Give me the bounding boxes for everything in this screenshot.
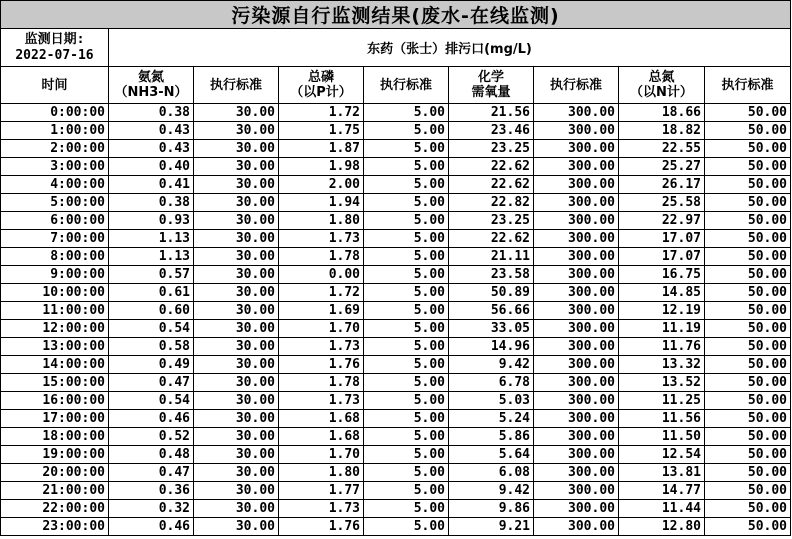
column-header-row: [1, 67, 791, 104]
nitrogen-standard-cell: 50.00: [705, 446, 791, 464]
nitrogen-standard-cell: 50.00: [705, 518, 791, 536]
header-line: 氨氮: [137, 70, 164, 85]
ammonia-standard-cell: 30.00: [194, 248, 279, 266]
cod-cell: 22.62: [449, 230, 534, 248]
cod-standard-cell: 300.00: [534, 140, 619, 158]
header-nitrogen-standard: [705, 67, 791, 104]
cod-cell: 23.25: [449, 140, 534, 158]
cod-cell: 5.64: [449, 446, 534, 464]
phosphorus-standard-cell: 5.00: [364, 446, 449, 464]
cod-standard-cell: 300.00: [534, 104, 619, 122]
ammonia-cell: 0.52: [109, 428, 194, 446]
nitrogen-standard-cell: 50.00: [705, 374, 791, 392]
table-row: [1, 428, 791, 446]
table-row: [1, 356, 791, 374]
ammonia-cell: 0.54: [109, 392, 194, 410]
cod-standard-cell: 300.00: [534, 266, 619, 284]
meta-row: [1, 29, 791, 67]
header-phosphorus-standard: [364, 67, 449, 104]
phosphorus-cell: 1.76: [279, 356, 364, 374]
header-total-phosphorus: [279, 67, 364, 104]
nitrogen-standard-cell: 50.00: [705, 410, 791, 428]
table-row: [1, 500, 791, 518]
cod-cell: 56.66: [449, 302, 534, 320]
cod-standard-cell: 300.00: [534, 158, 619, 176]
cod-standard-cell: 300.00: [534, 230, 619, 248]
nitrogen-cell: 16.75: [619, 266, 705, 284]
ammonia-cell: 0.61: [109, 284, 194, 302]
phosphorus-cell: 1.73: [279, 230, 364, 248]
ammonia-cell: 0.46: [109, 518, 194, 536]
nitrogen-standard-cell: 50.00: [705, 320, 791, 338]
nitrogen-cell: 12.80: [619, 518, 705, 536]
phosphorus-cell: 1.87: [279, 140, 364, 158]
phosphorus-standard-cell: 5.00: [364, 212, 449, 230]
nitrogen-standard-cell: 50.00: [705, 464, 791, 482]
nitrogen-standard-cell: 50.00: [705, 392, 791, 410]
phosphorus-standard-cell: 5.00: [364, 464, 449, 482]
ammonia-cell: 0.58: [109, 338, 194, 356]
nitrogen-standard-cell: 50.00: [705, 212, 791, 230]
ammonia-cell: 0.54: [109, 320, 194, 338]
cod-standard-cell: 300.00: [534, 374, 619, 392]
phosphorus-cell: 1.72: [279, 104, 364, 122]
cod-cell: 5.86: [449, 428, 534, 446]
cod-cell: 21.56: [449, 104, 534, 122]
ammonia-standard-cell: 30.00: [194, 356, 279, 374]
ammonia-standard-cell: 30.00: [194, 158, 279, 176]
nitrogen-standard-cell: 50.00: [705, 194, 791, 212]
phosphorus-standard-cell: 5.00: [364, 374, 449, 392]
time-cell: 2:00:00: [1, 140, 109, 158]
header-line: 化学: [477, 70, 504, 85]
ammonia-standard-cell: 30.00: [194, 140, 279, 158]
time-cell: 17:00:00: [1, 410, 109, 428]
time-cell: 7:00:00: [1, 230, 109, 248]
nitrogen-standard-cell: 50.00: [705, 338, 791, 356]
cod-cell: 23.58: [449, 266, 534, 284]
nitrogen-cell: 14.85: [619, 284, 705, 302]
table-row: [1, 140, 791, 158]
header-total-nitrogen: [619, 67, 705, 104]
ammonia-standard-cell: 30.00: [194, 392, 279, 410]
ammonia-cell: 0.49: [109, 356, 194, 374]
ammonia-standard-cell: 30.00: [194, 302, 279, 320]
ammonia-standard-cell: 30.00: [194, 266, 279, 284]
ammonia-cell: 0.38: [109, 104, 194, 122]
phosphorus-standard-cell: 5.00: [364, 518, 449, 536]
nitrogen-cell: 11.56: [619, 410, 705, 428]
ammonia-cell: 0.48: [109, 446, 194, 464]
nitrogen-standard-cell: 50.00: [705, 302, 791, 320]
table-row: [1, 482, 791, 500]
cod-cell: 9.21: [449, 518, 534, 536]
nitrogen-cell: 12.19: [619, 302, 705, 320]
nitrogen-cell: 11.50: [619, 428, 705, 446]
table-row: [1, 338, 791, 356]
phosphorus-cell: 1.68: [279, 410, 364, 428]
table-row: [1, 464, 791, 482]
cod-cell: 22.82: [449, 194, 534, 212]
ammonia-cell: 0.36: [109, 482, 194, 500]
date-value: 2022-07-16: [15, 47, 94, 63]
date-label: 监测日期:: [24, 31, 85, 47]
table-row: [1, 176, 791, 194]
nitrogen-standard-cell: 50.00: [705, 428, 791, 446]
time-cell: 11:00:00: [1, 302, 109, 320]
header-line: 总磷: [307, 70, 334, 85]
cod-standard-cell: 300.00: [534, 320, 619, 338]
time-cell: 19:00:00: [1, 446, 109, 464]
phosphorus-cell: 1.69: [279, 302, 364, 320]
nitrogen-cell: 22.97: [619, 212, 705, 230]
cod-standard-cell: 300.00: [534, 410, 619, 428]
cod-standard-cell: 300.00: [534, 176, 619, 194]
cod-standard-cell: 300.00: [534, 500, 619, 518]
nitrogen-cell: 25.58: [619, 194, 705, 212]
nitrogen-standard-cell: 50.00: [705, 482, 791, 500]
phosphorus-standard-cell: 5.00: [364, 320, 449, 338]
cod-cell: 23.46: [449, 122, 534, 140]
header-ammonia-nitrogen: [109, 67, 194, 104]
phosphorus-cell: 1.70: [279, 446, 364, 464]
table-row: [1, 212, 791, 230]
phosphorus-standard-cell: 5.00: [364, 248, 449, 266]
phosphorus-standard-cell: 5.00: [364, 284, 449, 302]
phosphorus-cell: 1.76: [279, 518, 364, 536]
time-cell: 10:00:00: [1, 284, 109, 302]
nitrogen-standard-cell: 50.00: [705, 122, 791, 140]
header-cod: [449, 67, 534, 104]
table-row: [1, 158, 791, 176]
phosphorus-cell: 1.78: [279, 374, 364, 392]
time-cell: 21:00:00: [1, 482, 109, 500]
ammonia-standard-cell: 30.00: [194, 410, 279, 428]
ammonia-cell: 0.43: [109, 122, 194, 140]
header-line: 执行标准: [721, 77, 774, 93]
ammonia-standard-cell: 30.00: [194, 122, 279, 140]
ammonia-standard-cell: 30.00: [194, 338, 279, 356]
ammonia-standard-cell: 30.00: [194, 194, 279, 212]
table-row: [1, 122, 791, 140]
nitrogen-standard-cell: 50.00: [705, 356, 791, 374]
time-cell: 16:00:00: [1, 392, 109, 410]
nitrogen-standard-cell: 50.00: [705, 230, 791, 248]
phosphorus-cell: 1.73: [279, 338, 364, 356]
header-line: 时间: [41, 77, 68, 93]
phosphorus-standard-cell: 5.00: [364, 410, 449, 428]
phosphorus-standard-cell: 5.00: [364, 266, 449, 284]
nitrogen-cell: 22.55: [619, 140, 705, 158]
cod-standard-cell: 300.00: [534, 482, 619, 500]
cod-cell: 33.05: [449, 320, 534, 338]
phosphorus-cell: 1.80: [279, 212, 364, 230]
cod-standard-cell: 300.00: [534, 518, 619, 536]
phosphorus-standard-cell: 5.00: [364, 428, 449, 446]
ammonia-cell: 0.47: [109, 464, 194, 482]
time-cell: 8:00:00: [1, 248, 109, 266]
time-cell: 13:00:00: [1, 338, 109, 356]
header-line: （NH3-N）: [114, 85, 188, 100]
table-row: [1, 248, 791, 266]
phosphorus-cell: 2.00: [279, 176, 364, 194]
time-cell: 15:00:00: [1, 374, 109, 392]
nitrogen-cell: 26.17: [619, 176, 705, 194]
cod-standard-cell: 300.00: [534, 194, 619, 212]
table-row: [1, 446, 791, 464]
ammonia-cell: 0.32: [109, 500, 194, 518]
phosphorus-cell: 1.75: [279, 122, 364, 140]
nitrogen-standard-cell: 50.00: [705, 104, 791, 122]
cod-cell: 23.25: [449, 212, 534, 230]
cod-cell: 21.11: [449, 248, 534, 266]
nitrogen-standard-cell: 50.00: [705, 158, 791, 176]
cod-cell: 9.42: [449, 482, 534, 500]
cod-standard-cell: 300.00: [534, 464, 619, 482]
cod-cell: 9.86: [449, 500, 534, 518]
ammonia-standard-cell: 30.00: [194, 284, 279, 302]
ammonia-standard-cell: 30.00: [194, 464, 279, 482]
report-title: 污染源自行监测结果(废水-在线监测): [1, 1, 791, 29]
cod-standard-cell: 300.00: [534, 392, 619, 410]
ammonia-cell: 0.40: [109, 158, 194, 176]
header-ammonia-standard: [194, 67, 279, 104]
cod-cell: 6.08: [449, 464, 534, 482]
phosphorus-cell: 1.78: [279, 248, 364, 266]
cod-cell: 50.89: [449, 284, 534, 302]
phosphorus-standard-cell: 5.00: [364, 338, 449, 356]
ammonia-cell: 1.13: [109, 248, 194, 266]
ammonia-standard-cell: 30.00: [194, 428, 279, 446]
time-cell: 6:00:00: [1, 212, 109, 230]
nitrogen-cell: 25.27: [619, 158, 705, 176]
time-cell: 22:00:00: [1, 500, 109, 518]
phosphorus-cell: 1.94: [279, 194, 364, 212]
table-row: [1, 302, 791, 320]
phosphorus-cell: 1.73: [279, 392, 364, 410]
header-time: [1, 67, 109, 104]
table-row: [1, 320, 791, 338]
phosphorus-cell: 1.77: [279, 482, 364, 500]
phosphorus-standard-cell: 5.00: [364, 122, 449, 140]
phosphorus-cell: 0.00: [279, 266, 364, 284]
phosphorus-standard-cell: 5.00: [364, 302, 449, 320]
ammonia-standard-cell: 30.00: [194, 176, 279, 194]
cod-cell: 6.78: [449, 374, 534, 392]
phosphorus-standard-cell: 5.00: [364, 194, 449, 212]
phosphorus-cell: 1.68: [279, 428, 364, 446]
title-row: [1, 1, 791, 29]
nitrogen-standard-cell: 50.00: [705, 140, 791, 158]
table-row: [1, 374, 791, 392]
header-cod-standard: [534, 67, 619, 104]
time-cell: 14:00:00: [1, 356, 109, 374]
ammonia-standard-cell: 30.00: [194, 374, 279, 392]
phosphorus-standard-cell: 5.00: [364, 158, 449, 176]
nitrogen-cell: 14.77: [619, 482, 705, 500]
header-line: 执行标准: [549, 77, 602, 93]
header-line: 总氮: [648, 70, 675, 85]
nitrogen-cell: 13.52: [619, 374, 705, 392]
cod-standard-cell: 300.00: [534, 248, 619, 266]
ammonia-standard-cell: 30.00: [194, 104, 279, 122]
phosphorus-standard-cell: 5.00: [364, 356, 449, 374]
ammonia-standard-cell: 30.00: [194, 446, 279, 464]
ammonia-standard-cell: 30.00: [194, 500, 279, 518]
cod-standard-cell: 300.00: [534, 356, 619, 374]
cod-standard-cell: 300.00: [534, 446, 619, 464]
monitoring-date-cell: [1, 29, 109, 67]
nitrogen-cell: 11.19: [619, 320, 705, 338]
cod-standard-cell: 300.00: [534, 122, 619, 140]
ammonia-standard-cell: 30.00: [194, 518, 279, 536]
table-row: [1, 194, 791, 212]
header-line: （以N计）: [630, 85, 693, 100]
cod-cell: 9.42: [449, 356, 534, 374]
ammonia-cell: 0.93: [109, 212, 194, 230]
nitrogen-cell: 17.07: [619, 230, 705, 248]
time-cell: 18:00:00: [1, 428, 109, 446]
cod-standard-cell: 300.00: [534, 302, 619, 320]
phosphorus-standard-cell: 5.00: [364, 392, 449, 410]
table-row: [1, 392, 791, 410]
ammonia-standard-cell: 30.00: [194, 482, 279, 500]
ammonia-standard-cell: 30.00: [194, 230, 279, 248]
ammonia-cell: 0.57: [109, 266, 194, 284]
cod-standard-cell: 300.00: [534, 428, 619, 446]
time-cell: 5:00:00: [1, 194, 109, 212]
phosphorus-standard-cell: 5.00: [364, 104, 449, 122]
phosphorus-standard-cell: 5.00: [364, 230, 449, 248]
cod-standard-cell: 300.00: [534, 284, 619, 302]
ammonia-cell: 0.46: [109, 410, 194, 428]
nitrogen-cell: 18.66: [619, 104, 705, 122]
nitrogen-cell: 11.76: [619, 338, 705, 356]
nitrogen-cell: 13.81: [619, 464, 705, 482]
cod-cell: 5.24: [449, 410, 534, 428]
time-cell: 23:00:00: [1, 518, 109, 536]
table-row: [1, 230, 791, 248]
ammonia-cell: 0.41: [109, 176, 194, 194]
cod-standard-cell: 300.00: [534, 212, 619, 230]
nitrogen-cell: 11.25: [619, 392, 705, 410]
nitrogen-cell: 12.54: [619, 446, 705, 464]
header-line: 需氧量: [471, 85, 511, 100]
nitrogen-cell: 11.44: [619, 500, 705, 518]
nitrogen-standard-cell: 50.00: [705, 248, 791, 266]
phosphorus-standard-cell: 5.00: [364, 140, 449, 158]
table-row: [1, 284, 791, 302]
cod-cell: 14.96: [449, 338, 534, 356]
time-cell: 20:00:00: [1, 464, 109, 482]
cod-cell: 22.62: [449, 158, 534, 176]
time-cell: 9:00:00: [1, 266, 109, 284]
phosphorus-standard-cell: 5.00: [364, 500, 449, 518]
nitrogen-cell: 17.07: [619, 248, 705, 266]
ammonia-cell: 0.38: [109, 194, 194, 212]
time-cell: 4:00:00: [1, 176, 109, 194]
nitrogen-cell: 18.82: [619, 122, 705, 140]
table-row: [1, 518, 791, 536]
table-row: [1, 104, 791, 122]
cod-cell: 5.03: [449, 392, 534, 410]
table-row: [1, 266, 791, 284]
header-line: 执行标准: [379, 77, 432, 93]
time-cell: 3:00:00: [1, 158, 109, 176]
ammonia-cell: 0.43: [109, 140, 194, 158]
nitrogen-cell: 13.32: [619, 356, 705, 374]
outlet-site-label: 东药（张士）排污口(mg/L): [109, 29, 791, 67]
ammonia-cell: 0.60: [109, 302, 194, 320]
nitrogen-standard-cell: 50.00: [705, 266, 791, 284]
nitrogen-standard-cell: 50.00: [705, 176, 791, 194]
time-cell: 0:00:00: [1, 104, 109, 122]
time-cell: 1:00:00: [1, 122, 109, 140]
table-row: [1, 410, 791, 428]
ammonia-cell: 1.13: [109, 230, 194, 248]
ammonia-standard-cell: 30.00: [194, 320, 279, 338]
cod-cell: 22.62: [449, 176, 534, 194]
phosphorus-cell: 1.72: [279, 284, 364, 302]
header-line: （以P计）: [290, 85, 352, 100]
phosphorus-cell: 1.73: [279, 500, 364, 518]
phosphorus-standard-cell: 5.00: [364, 482, 449, 500]
phosphorus-standard-cell: 5.00: [364, 176, 449, 194]
phosphorus-cell: 1.80: [279, 464, 364, 482]
header-line: 执行标准: [209, 77, 262, 93]
nitrogen-standard-cell: 50.00: [705, 500, 791, 518]
ammonia-standard-cell: 30.00: [194, 212, 279, 230]
cod-standard-cell: 300.00: [534, 338, 619, 356]
phosphorus-cell: 1.70: [279, 320, 364, 338]
time-cell: 12:00:00: [1, 320, 109, 338]
phosphorus-cell: 1.98: [279, 158, 364, 176]
ammonia-cell: 0.47: [109, 374, 194, 392]
nitrogen-standard-cell: 50.00: [705, 284, 791, 302]
